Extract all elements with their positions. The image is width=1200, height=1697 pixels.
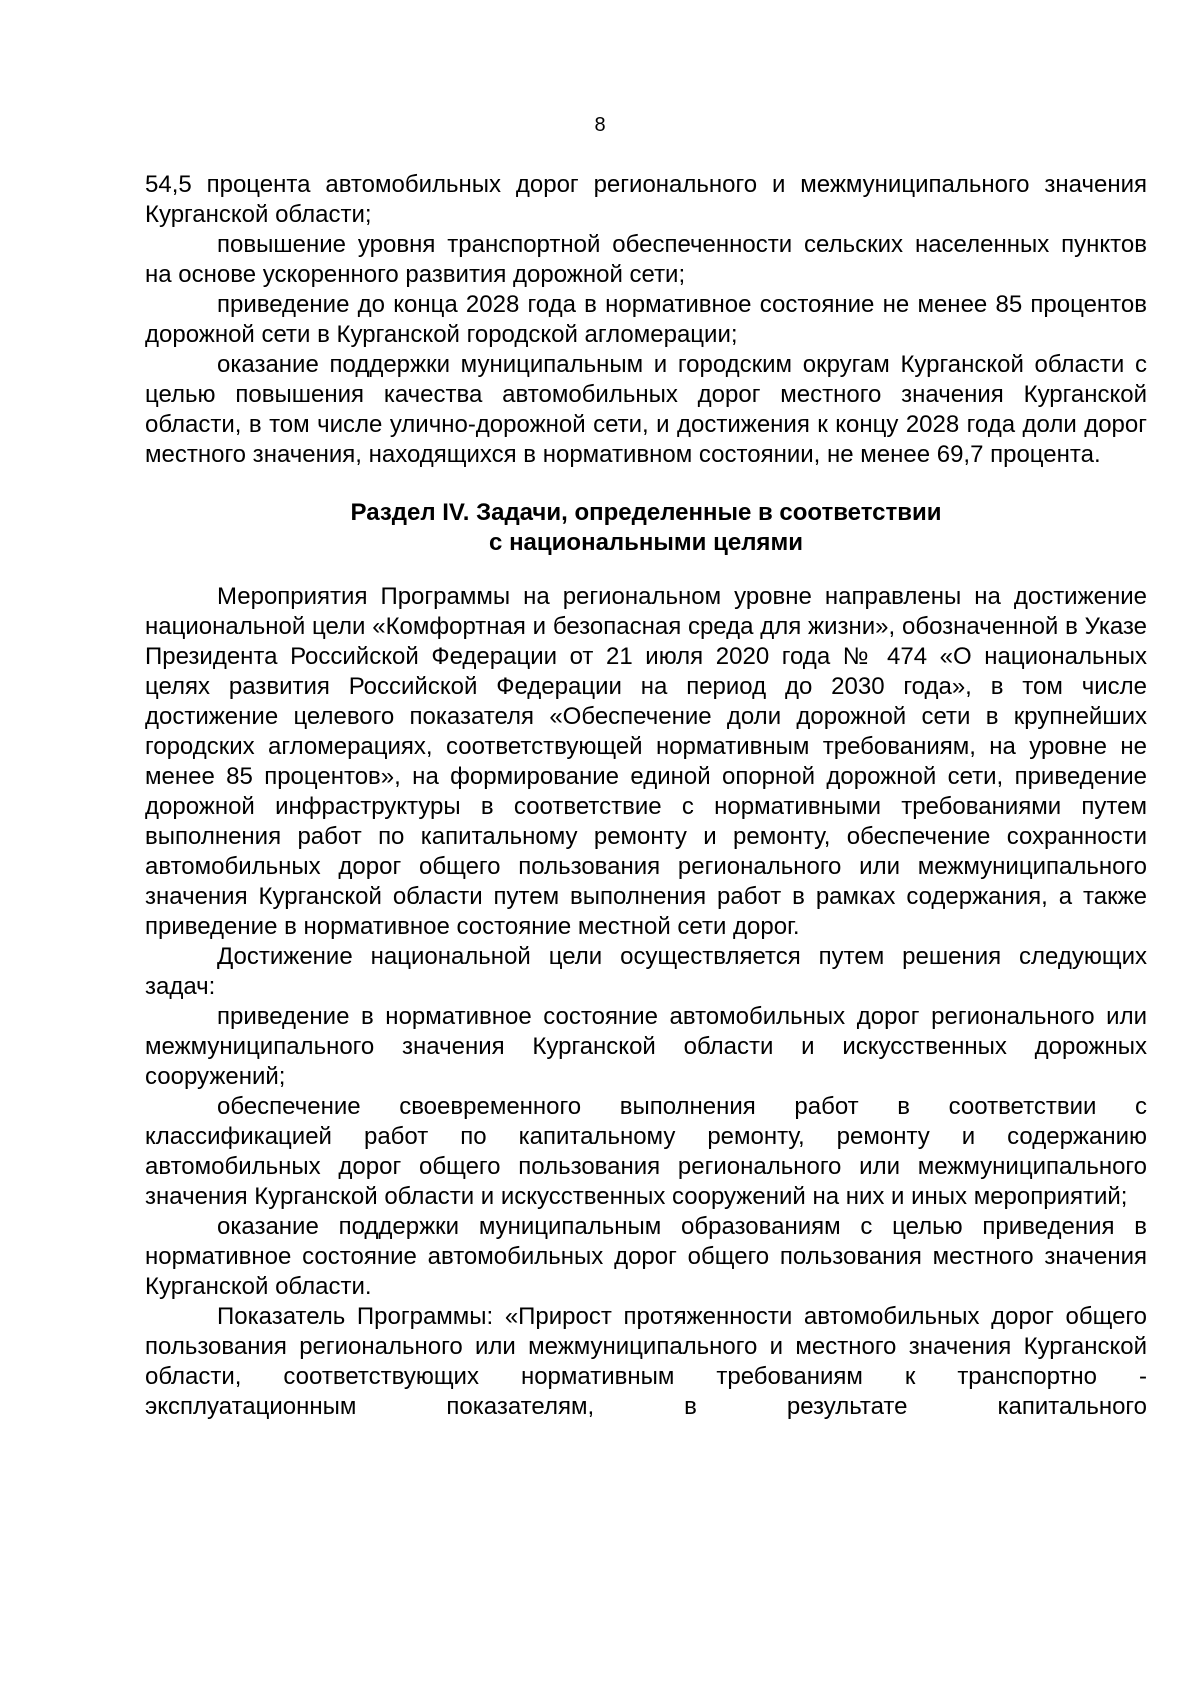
paragraph-municipal-support: оказание поддержки муниципальным и городским округам Курганской области с целью повышения качества автомобильных дорог местного значения Курганской области, в том числе улично-дорожной сети, и достижения к концу 2028 года доли дорог местного значения, находящихся в нормативном состоянии, не менее 69,7 процента. — [145, 351, 1147, 468]
paragraph-task-timely-works: обеспечение своевременного выполнения работ в соответствии с классификацией работ по капитальному ремонту, ремонту и содержанию автомобильных дорог общего пользования регионального или межмуниципального значения Курганской области и искусственных сооружений на них и иных мероприятий; — [145, 1093, 1147, 1210]
page-number: 8 — [594, 114, 606, 136]
section-heading — [145, 498, 1147, 558]
paragraph-program-measures: Мероприятия Программы на региональном уровне направлены на достижение национальной цели «Комфортная и безопасная среда для жизни», обозначенной в Указе Президента Российской Федерации от 21 июля 2020 года № 474 «О национальных целях развития Российской Федерации на период до 2030 года», в том числе достижение целевого показателя «Обеспечение доли дорожной сети в крупнейших городских агломерациях, соответствующей нормативным требованиям, на уровне не менее 85 процентов», на формирование единой опорной дорожной сети, приведение дорожной инфраструктуры в соответствие с нормативными требованиями путем выполнения работ по капитальному ремонту и ремонту, обеспечение сохранности автомобильных дорог общего пользования регионального или межмуниципального значения Курганской области путем выполнения работ в рамках содержания, а также приведение в нормативное состояние местной сети дорог. — [145, 583, 1147, 940]
paragraph-task-municipal-support: оказание поддержки муниципальным образованиям с целью приведения в нормативное состояние автомобильных дорог общего пользования местного значения Курганской области. — [145, 1213, 1147, 1300]
section-heading-line-1: Раздел IV. Задачи, определенные в соответствии — [350, 499, 942, 526]
paragraph-rural-transport: повышение уровня транспортной обеспеченности сельских населенных пунктов на основе ускоренного развития дорожной сети; — [145, 231, 1147, 288]
section-heading-line-2: с национальными целями — [489, 529, 803, 556]
paragraph-agglomeration-target: приведение до конца 2028 года в нормативное состояние не менее 85 процентов дорожной сети в Курганской городской агломерации; — [145, 291, 1147, 348]
document-body — [145, 170, 1147, 1422]
paragraph-goal-achievement: Достижение национальной цели осуществляется путем решения следующих задач: — [145, 943, 1147, 1000]
paragraph-continuation: 54,5 процента автомобильных дорог регионального и межмуниципального значения Курганской области; — [145, 171, 1147, 228]
paragraph-task-regional-roads: приведение в нормативное состояние автомобильных дорог регионального или межмуниципального значения Курганской области и искусственных дорожных сооружений; — [145, 1003, 1147, 1090]
paragraph-program-indicator: Показатель Программы: «Прирост протяженности автомобильных дорог общего пользования регионального или межмуниципального и местного значения Курганской области, соответствующих нормативным требованиям к транспортно - эксплуатационным показателям, в результате капитального — [145, 1303, 1147, 1420]
